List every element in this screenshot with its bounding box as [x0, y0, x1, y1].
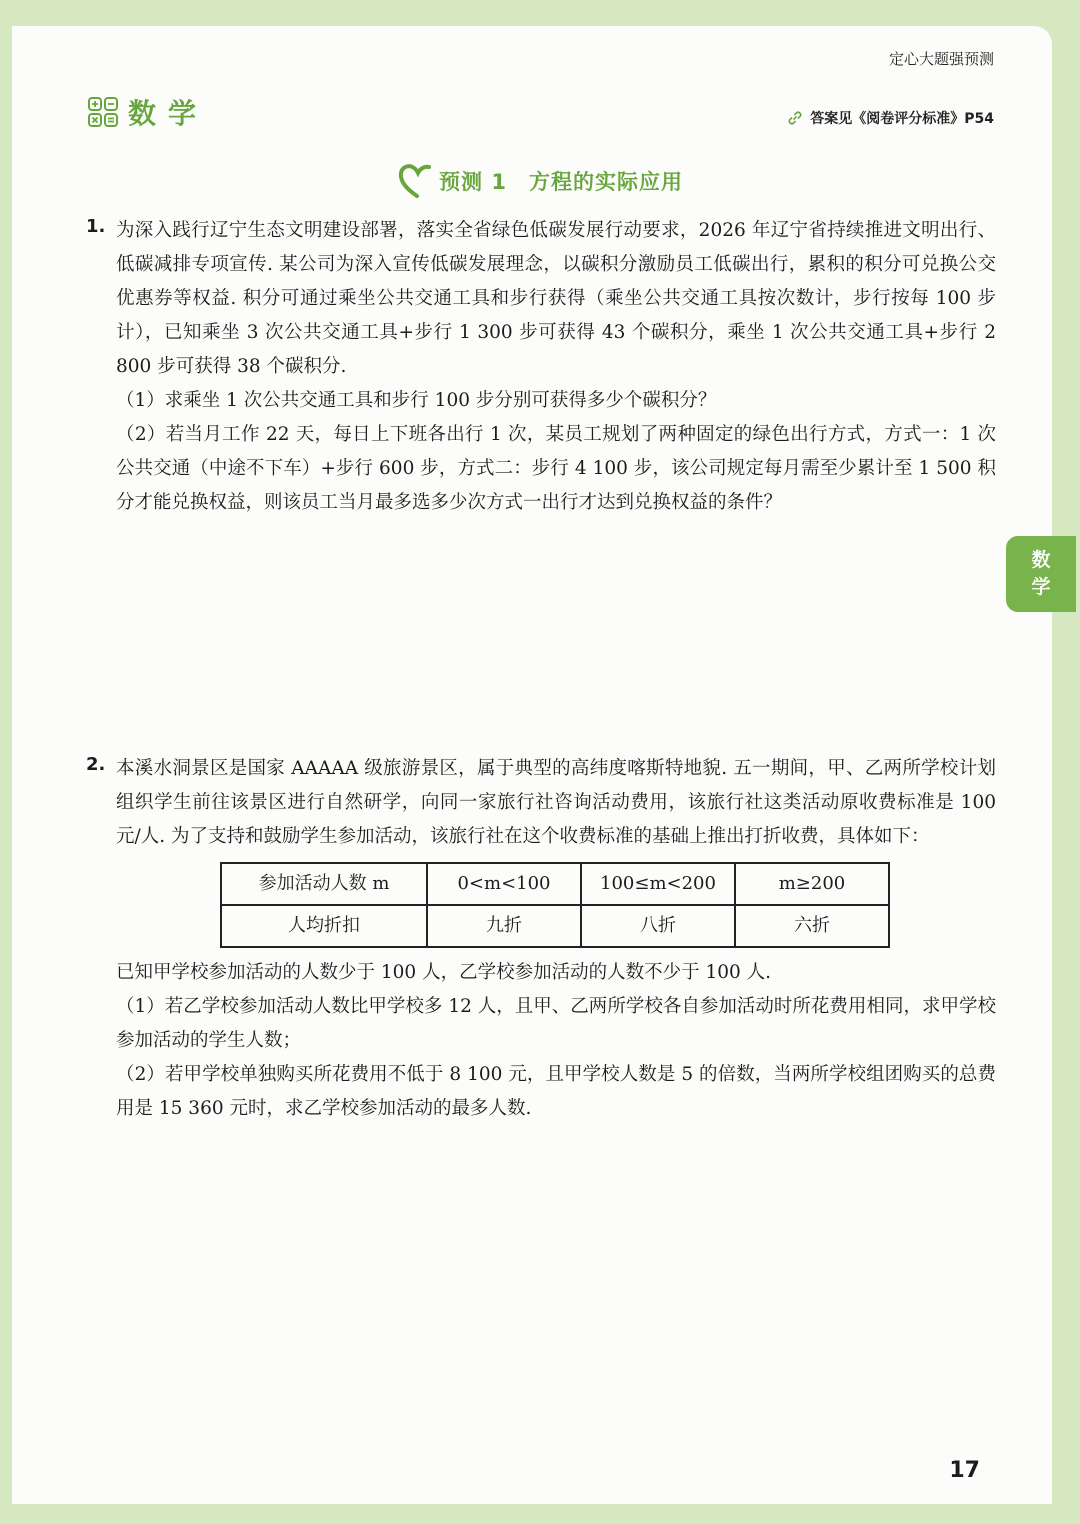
table-cell: m≥200 — [735, 863, 889, 905]
discount-table — [220, 862, 890, 948]
math-grid-icon — [88, 97, 118, 127]
table-cell: 人均折扣 — [221, 905, 427, 947]
table-cell: 参加活动人数 m — [221, 863, 427, 905]
question-part-2: （2）若当月工作 22 天，每日上下班各出行 1 次，某员工规划了两种固定的绿色出行方式，方式一：1 次公共交通（中途不下车）+步行 600 步，方式二：步行 4 100 步，该公司规定每月需至少累计至 1 500 积分才能兑换权益，则该员工当月最多选多少次方式一出行才达到兑换权益的条件？ — [116, 424, 996, 513]
question-number: 1. — [86, 216, 106, 237]
series-title: 定心大题强预测 — [888, 50, 994, 68]
table-cell: 六折 — [735, 905, 889, 947]
heart-icon — [397, 160, 443, 202]
table-cell: 0<m<100 — [427, 863, 581, 905]
question-stem: 为深入践行辽宁生态文明建设部署，落实全省绿色低碳发展行动要求，2026 年辽宁省持续推进文明出行、低碳减排专项宣传. 某公司为深入宣传低碳发展理念，以碳积分激励员工低碳出行，累积的积分可兑换公交优惠券等权益. 积分可通过乘坐公共交通工具和步行获得（乘坐公共交通工具按次数计，步行按每 100 步计），已知乘坐 3 次公共交通工具+步行 1 300 步可获得 43 个碳积分，乘坐 1 次公共交通工具+步行 2 800 步可获得 38 个碳积分. — [116, 220, 996, 377]
link-icon — [786, 109, 804, 127]
table-cell: 八折 — [581, 905, 735, 947]
question-stem: 本溪水洞景区是国家 AAAAA 级旅游景区，属于典型的高纬度喀斯特地貌. 五一期间，甲、乙两所学校计划组织学生前往该景区进行自然研学，向同一家旅行社咨询活动费用，该旅行社这类活动原收费标准是 100 元/人. 为了支持和鼓励学生参加活动，该旅行社在这个收费标准的基础上推出打折收费，具体如下： — [116, 758, 996, 847]
question-1 — [86, 214, 996, 520]
subject-logo — [88, 92, 208, 132]
side-tab-label: 数学 — [1031, 549, 1051, 598]
question-part-1: （1）若乙学校参加活动人数比甲学校多 12 人，且甲、乙两所学校各自参加活动时所花费用相同，求甲学校参加活动的学生人数； — [116, 996, 996, 1051]
table-header-row — [221, 863, 889, 905]
table-cell: 100≤m<200 — [581, 863, 735, 905]
question-part-2: （2）若甲学校单独购买所花费用不低于 8 100 元，且甲学校人数是 5 的倍数，当两所学校组团购买的总费用是 15 360 元时，求乙学校参加活动的最多人数. — [116, 1064, 996, 1119]
answer-reference — [786, 108, 994, 128]
question-number: 2. — [86, 754, 106, 775]
page-number: 17 — [949, 1458, 980, 1483]
question-2 — [86, 752, 996, 1126]
section-title: 方程的实际应用 — [528, 170, 683, 194]
subject-side-tab — [1006, 536, 1076, 612]
table-row — [221, 905, 889, 947]
question-known-condition: 已知甲学校参加活动的人数少于 100 人，乙学校参加活动的人数不少于 100 人. — [116, 962, 772, 983]
section-heading — [0, 160, 1080, 202]
answer-reference-text: 答案见《阅卷评分标准》P54 — [810, 111, 994, 127]
table-cell: 九折 — [427, 905, 581, 947]
subject-title: 数学 — [128, 97, 209, 130]
page-header — [0, 0, 1080, 150]
question-part-1: （1）求乘坐 1 次公共交通工具和步行 100 步分别可获得多少个碳积分？ — [116, 390, 717, 411]
section-number: 预测 1 — [439, 170, 507, 194]
